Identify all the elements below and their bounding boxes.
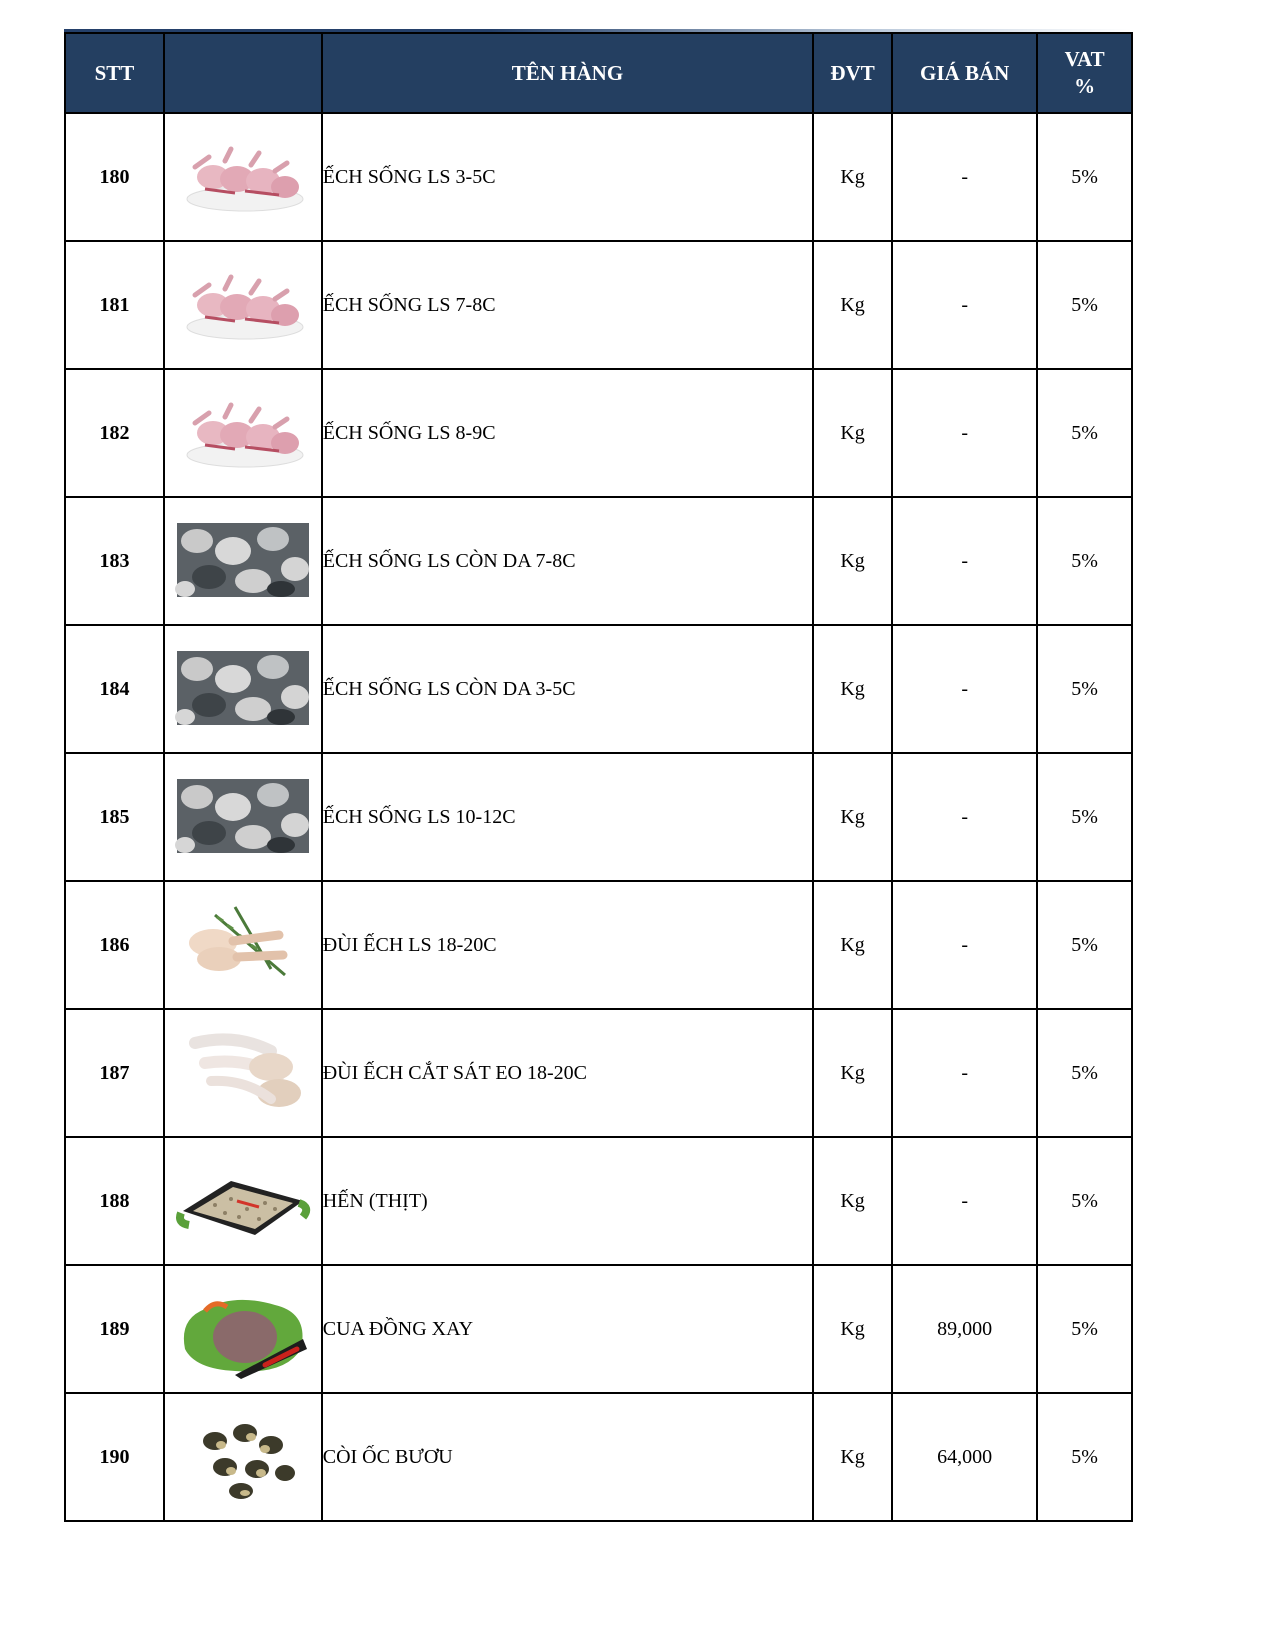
- row-vat: 5%: [1037, 625, 1132, 753]
- table-row: [65, 1265, 1132, 1393]
- row-vat: 5%: [1037, 497, 1132, 625]
- row-stt: 188: [65, 1137, 164, 1265]
- row-product-image: [164, 1137, 322, 1265]
- row-unit: Kg: [813, 497, 892, 625]
- frog-legs-cut-icon: [175, 1023, 311, 1123]
- table-row: [65, 1137, 1132, 1265]
- row-price: 89,000: [892, 1265, 1037, 1393]
- row-vat: 5%: [1037, 241, 1132, 369]
- row-vat: 5%: [1037, 1393, 1132, 1521]
- frog-legs-rosemary-icon: [175, 895, 311, 995]
- clam-meat-tray-icon: [175, 1151, 311, 1251]
- row-stt: 184: [65, 625, 164, 753]
- header-unit: ĐVT: [813, 33, 892, 113]
- row-stt: 190: [65, 1393, 164, 1521]
- row-price: 64,000: [892, 1393, 1037, 1521]
- frog-tray-icon: [175, 383, 311, 483]
- row-vat: 5%: [1037, 1265, 1132, 1393]
- row-product-name: ẾCH SỐNG LS 3-5C: [322, 113, 813, 241]
- row-product-name: CUA ĐỒNG XAY: [322, 1265, 813, 1393]
- row-price: -: [892, 753, 1037, 881]
- row-product-name: ẾCH SỐNG LS CÒN DA 7-8C: [322, 497, 813, 625]
- table-row: [65, 625, 1132, 753]
- row-vat: 5%: [1037, 1137, 1132, 1265]
- table-row: [65, 753, 1132, 881]
- row-price: -: [892, 369, 1037, 497]
- row-unit: Kg: [813, 625, 892, 753]
- row-unit: Kg: [813, 1265, 892, 1393]
- header-image: [164, 33, 322, 113]
- row-product-name: ẾCH SỐNG LS CÒN DA 3-5C: [322, 625, 813, 753]
- table-row: [65, 881, 1132, 1009]
- row-product-name: ĐÙI ẾCH CẮT SÁT EO 18-20C: [322, 1009, 813, 1137]
- frog-tray-icon: [175, 127, 311, 227]
- frog-skin-pile-icon: [175, 767, 311, 867]
- header-product-name: TÊN HÀNG: [322, 33, 813, 113]
- row-product-name: ẾCH SỐNG LS 8-9C: [322, 369, 813, 497]
- table-row: [65, 241, 1132, 369]
- row-product-image: [164, 753, 322, 881]
- row-stt: 181: [65, 241, 164, 369]
- row-unit: Kg: [813, 1393, 892, 1521]
- row-product-name: CÒI ỐC BƯƠU: [322, 1393, 813, 1521]
- row-product-image: [164, 497, 322, 625]
- table-row: [65, 1009, 1132, 1137]
- row-product-image: [164, 241, 322, 369]
- row-product-name: ẾCH SỐNG LS 7-8C: [322, 241, 813, 369]
- row-product-image: [164, 1265, 322, 1393]
- row-price: -: [892, 241, 1037, 369]
- row-stt: 180: [65, 113, 164, 241]
- row-vat: 5%: [1037, 881, 1132, 1009]
- row-product-name: HẾN (THỊT): [322, 1137, 813, 1265]
- product-price-table: [64, 32, 1133, 1522]
- row-stt: 189: [65, 1265, 164, 1393]
- row-price: -: [892, 625, 1037, 753]
- frog-skin-pile-icon: [175, 511, 311, 611]
- row-product-image: [164, 1009, 322, 1137]
- row-price: -: [892, 1137, 1037, 1265]
- row-product-image: [164, 369, 322, 497]
- row-price: -: [892, 497, 1037, 625]
- row-unit: Kg: [813, 1137, 892, 1265]
- row-product-image: [164, 1393, 322, 1521]
- table-row: [65, 369, 1132, 497]
- row-product-image: [164, 113, 322, 241]
- row-vat: 5%: [1037, 1009, 1132, 1137]
- row-vat: 5%: [1037, 753, 1132, 881]
- row-stt: 186: [65, 881, 164, 1009]
- header-vat: VAT %: [1037, 33, 1132, 113]
- row-product-name: ĐÙI ẾCH LS 18-20C: [322, 881, 813, 1009]
- header-stt: STT: [65, 33, 164, 113]
- table-row: [65, 1393, 1132, 1521]
- table-row: [65, 113, 1132, 241]
- table-row: [65, 497, 1132, 625]
- row-vat: 5%: [1037, 113, 1132, 241]
- row-unit: Kg: [813, 881, 892, 1009]
- frog-tray-icon: [175, 255, 311, 355]
- row-price: -: [892, 1009, 1037, 1137]
- row-stt: 185: [65, 753, 164, 881]
- row-product-image: [164, 881, 322, 1009]
- row-unit: Kg: [813, 753, 892, 881]
- row-unit: Kg: [813, 113, 892, 241]
- header-price: GIÁ BÁN: [892, 33, 1037, 113]
- frog-skin-pile-icon: [175, 639, 311, 739]
- row-price: -: [892, 881, 1037, 1009]
- row-product-name: ẾCH SỐNG LS 10-12C: [322, 753, 813, 881]
- row-stt: 187: [65, 1009, 164, 1137]
- ground-crab-tray-icon: [175, 1279, 311, 1379]
- row-unit: Kg: [813, 369, 892, 497]
- row-vat: 5%: [1037, 369, 1132, 497]
- row-stt: 182: [65, 369, 164, 497]
- table-header-row: [65, 33, 1132, 113]
- row-stt: 183: [65, 497, 164, 625]
- row-price: -: [892, 113, 1037, 241]
- row-product-image: [164, 625, 322, 753]
- row-unit: Kg: [813, 241, 892, 369]
- row-unit: Kg: [813, 1009, 892, 1137]
- snail-meat-pile-icon: [175, 1407, 311, 1507]
